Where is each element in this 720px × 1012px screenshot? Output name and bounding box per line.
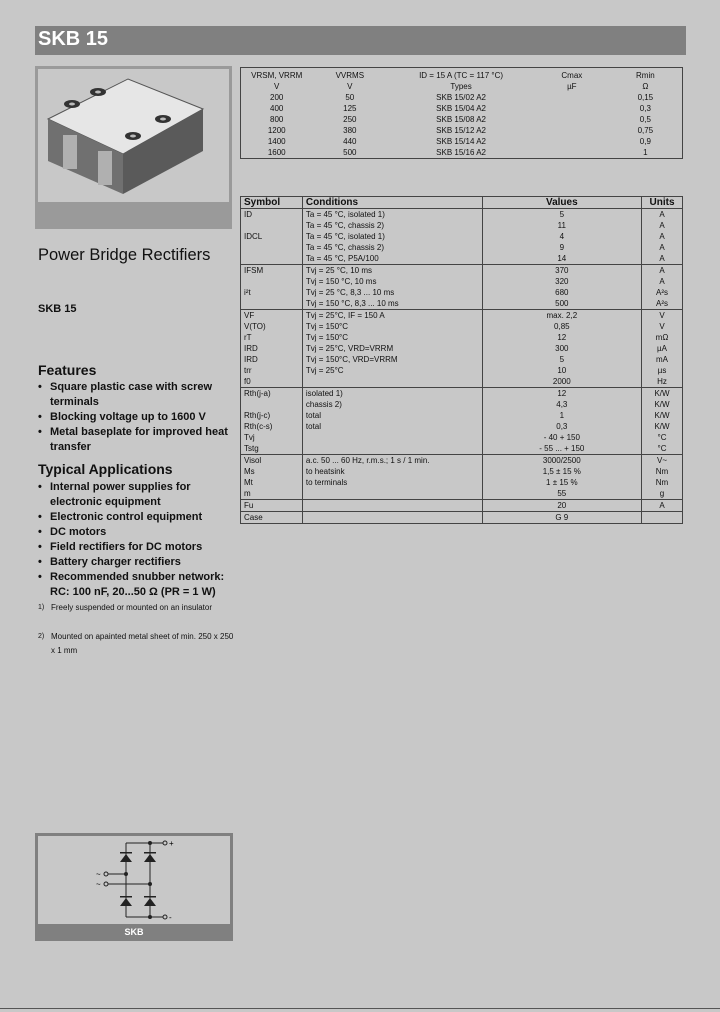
char-cell: trr bbox=[241, 365, 303, 376]
char-row bbox=[241, 432, 683, 443]
types-cell: 0,75 bbox=[637, 126, 654, 135]
char-cell: 9 bbox=[482, 242, 641, 253]
application-item: • Electronic control equipment bbox=[38, 510, 238, 525]
types-cell: 1600 bbox=[267, 148, 286, 157]
types-unit-cell: V bbox=[274, 82, 280, 91]
char-cell bbox=[302, 432, 482, 443]
char-cell: µs bbox=[642, 365, 683, 376]
char-cell: Ta = 45 °C, isolated 1) bbox=[302, 209, 482, 221]
char-cell: Tvj = 150 °C, 8,3 ... 10 ms bbox=[302, 298, 482, 310]
types-unit-cell: µF bbox=[567, 82, 577, 91]
types-cell bbox=[535, 147, 609, 159]
char-cell: Ta = 45 °C, P5A/100 bbox=[302, 253, 482, 265]
char-row bbox=[241, 443, 683, 455]
char-cell: Hz bbox=[642, 376, 683, 388]
types-header-cell: Rmin bbox=[636, 71, 655, 80]
char-cell: 5 bbox=[482, 354, 641, 365]
char-cell bbox=[241, 399, 303, 410]
char-cell bbox=[302, 500, 482, 512]
char-header-cell: Symbol bbox=[241, 197, 303, 209]
char-cell: °C bbox=[642, 443, 683, 455]
types-row bbox=[241, 114, 683, 125]
char-cell: A bbox=[642, 276, 683, 287]
types-cell: SKB 15/14 A2 bbox=[436, 137, 486, 146]
char-cell: 0,3 bbox=[482, 421, 641, 432]
char-cell: Tvj = 25°C bbox=[302, 365, 482, 376]
char-cell: - 40 + 150 bbox=[482, 432, 641, 443]
char-cell bbox=[241, 276, 303, 287]
types-cell bbox=[535, 136, 609, 147]
char-cell: chassis 2) bbox=[302, 399, 482, 410]
char-row bbox=[241, 455, 683, 467]
diagram-label: SKB bbox=[124, 927, 144, 937]
char-row bbox=[241, 343, 683, 354]
char-cell: 55 bbox=[482, 488, 641, 500]
footnote-2: 2) Mounted on apainted metal sheet of min. 250 x 250 x 1 mm bbox=[38, 632, 234, 655]
char-cell: K/W bbox=[642, 421, 683, 432]
char-cell: K/W bbox=[642, 399, 683, 410]
char-header-row bbox=[241, 197, 683, 209]
char-cell: 320 bbox=[482, 276, 641, 287]
feature-item: • Metal baseplate for improved heat transfer bbox=[38, 425, 238, 455]
char-cell: 12 bbox=[482, 388, 641, 400]
char-cell: max. 2,2 bbox=[482, 310, 641, 322]
char-row bbox=[241, 310, 683, 322]
char-cell: µA bbox=[642, 343, 683, 354]
char-cell: Tvj = 150°C, VRD=VRRM bbox=[302, 354, 482, 365]
terminal-label-ac1: ~ bbox=[96, 870, 101, 879]
types-cell: 0,5 bbox=[639, 115, 651, 124]
types-cell: 440 bbox=[343, 137, 357, 146]
char-cell: i²t bbox=[241, 287, 303, 298]
applications-list bbox=[38, 480, 238, 600]
char-cell bbox=[302, 443, 482, 455]
applications-heading: Typical Applications bbox=[38, 461, 173, 477]
char-cell: Ta = 45 °C, chassis 2) bbox=[302, 220, 482, 231]
char-cell: 12 bbox=[482, 332, 641, 343]
terminal-label-ac2: ~ bbox=[96, 880, 101, 889]
types-row bbox=[241, 92, 683, 103]
char-cell: A bbox=[642, 220, 683, 231]
char-cell: Rth(j-c) bbox=[241, 410, 303, 421]
char-cell: Visol bbox=[241, 455, 303, 467]
char-header-cell: Conditions bbox=[302, 197, 482, 209]
types-cell: 200 bbox=[270, 93, 284, 102]
char-row bbox=[241, 365, 683, 376]
char-cell: total bbox=[302, 410, 482, 421]
char-cell: A²s bbox=[642, 287, 683, 298]
char-cell: K/W bbox=[642, 388, 683, 400]
feature-item: • Blocking voltage up to 1600 V bbox=[38, 410, 238, 425]
char-cell: 370 bbox=[482, 265, 641, 277]
char-row bbox=[241, 242, 683, 253]
types-unit-cell: Types bbox=[450, 82, 472, 91]
char-row bbox=[241, 376, 683, 388]
types-row bbox=[241, 147, 683, 159]
types-table bbox=[240, 67, 683, 159]
char-cell: mA bbox=[642, 354, 683, 365]
types-cell: 0,9 bbox=[639, 137, 651, 146]
char-cell: Tvj = 150 °C, 10 ms bbox=[302, 276, 482, 287]
char-cell: Tvj = 25 °C, 8,3 ... 10 ms bbox=[302, 287, 482, 298]
types-cell bbox=[535, 114, 609, 125]
char-cell: 1 bbox=[482, 410, 641, 421]
char-row bbox=[241, 512, 683, 524]
char-cell: A bbox=[642, 209, 683, 221]
char-cell: 10 bbox=[482, 365, 641, 376]
char-cell: 3000/2500 bbox=[482, 455, 641, 467]
char-row bbox=[241, 287, 683, 298]
char-cell: Tvj = 150°C bbox=[302, 321, 482, 332]
features-list bbox=[38, 380, 238, 455]
char-cell: V bbox=[642, 310, 683, 322]
char-row bbox=[241, 321, 683, 332]
page-footer-rule bbox=[0, 1008, 720, 1009]
char-row bbox=[241, 332, 683, 343]
char-cell bbox=[241, 242, 303, 253]
char-cell: a.c. 50 ... 60 Hz, r.m.s.; 1 s / 1 min. bbox=[302, 455, 482, 467]
char-row bbox=[241, 500, 683, 512]
char-cell: Ta = 45 °C, chassis 2) bbox=[302, 242, 482, 253]
part-number: SKB 15 bbox=[38, 303, 77, 315]
char-cell: g bbox=[642, 488, 683, 500]
char-row bbox=[241, 231, 683, 242]
char-cell bbox=[302, 512, 482, 524]
char-cell: V~ bbox=[642, 455, 683, 467]
char-cell: 4,3 bbox=[482, 399, 641, 410]
char-cell: total bbox=[302, 421, 482, 432]
char-cell bbox=[241, 220, 303, 231]
char-cell: Tvj = 25°C, IF = 150 A bbox=[302, 310, 482, 322]
char-header-cell: Values bbox=[482, 197, 641, 209]
char-cell: A bbox=[642, 242, 683, 253]
char-cell: A bbox=[642, 253, 683, 265]
types-cell: 250 bbox=[343, 115, 357, 124]
char-cell bbox=[241, 253, 303, 265]
char-header-cell: Units bbox=[642, 197, 683, 209]
types-cell: 0,15 bbox=[637, 93, 654, 102]
char-cell: Tstg bbox=[241, 443, 303, 455]
char-cell: isolated 1) bbox=[302, 388, 482, 400]
char-row bbox=[241, 253, 683, 265]
types-cell: 500 bbox=[343, 148, 357, 157]
types-cell: 1400 bbox=[267, 137, 286, 146]
char-cell: 14 bbox=[482, 253, 641, 265]
application-item: • Battery charger rectifiers bbox=[38, 555, 238, 570]
product-heading: Power Bridge Rectifiers bbox=[38, 246, 211, 264]
char-cell: IRD bbox=[241, 343, 303, 354]
types-unit-cell: Ω bbox=[642, 82, 649, 91]
types-cell: 125 bbox=[343, 104, 357, 113]
char-cell: A bbox=[642, 500, 683, 512]
char-cell: 2000 bbox=[482, 376, 641, 388]
char-cell: IFSM bbox=[241, 265, 303, 277]
char-row bbox=[241, 265, 683, 277]
char-cell: VF bbox=[241, 310, 303, 322]
char-cell: IRD bbox=[241, 354, 303, 365]
char-cell: °C bbox=[642, 432, 683, 443]
char-cell bbox=[241, 298, 303, 310]
types-cell: 1200 bbox=[267, 126, 286, 135]
char-cell: ID bbox=[241, 209, 303, 221]
types-cell: SKB 15/04 A2 bbox=[436, 104, 486, 113]
char-cell: Nm bbox=[642, 466, 683, 477]
char-cell: K/W bbox=[642, 410, 683, 421]
types-cell: SKB 15/12 A2 bbox=[436, 126, 486, 135]
char-cell: 0,85 bbox=[482, 321, 641, 332]
title-bar bbox=[35, 26, 686, 55]
char-cell: 300 bbox=[482, 343, 641, 354]
application-item: • Internal power supplies for electronic equipment bbox=[38, 480, 238, 510]
types-cell: SKB 15/16 A2 bbox=[436, 148, 486, 157]
circuit-diagram bbox=[35, 833, 233, 941]
footnote-1: 1) Freely suspended or mounted on an insulator bbox=[38, 603, 212, 612]
char-cell: Ta = 45 °C, isolated 1) bbox=[302, 231, 482, 242]
char-cell: 1,5 ± 15 % bbox=[482, 466, 641, 477]
types-header-cell: Cmax bbox=[561, 71, 583, 80]
char-row bbox=[241, 466, 683, 477]
terminal-label-minus: - bbox=[169, 913, 172, 922]
product-photo bbox=[35, 66, 232, 229]
application-item: • DC motors bbox=[38, 525, 238, 540]
char-cell: - 55 ... + 150 bbox=[482, 443, 641, 455]
char-cell: Case bbox=[241, 512, 303, 524]
types-row bbox=[241, 125, 683, 136]
types-cell: 50 bbox=[345, 93, 355, 102]
char-cell: 11 bbox=[482, 220, 641, 231]
char-cell: 20 bbox=[482, 500, 641, 512]
types-header-cell: ID = 15 A (TC = 117 °C) bbox=[419, 71, 504, 80]
char-cell: 1 ± 15 % bbox=[482, 477, 641, 488]
char-row bbox=[241, 421, 683, 432]
features-heading: Features bbox=[38, 362, 97, 378]
char-cell: A bbox=[642, 231, 683, 242]
types-header-cell: VRSM, VRRM bbox=[251, 71, 303, 80]
module-image bbox=[38, 69, 229, 202]
char-cell: 500 bbox=[482, 298, 641, 310]
char-row bbox=[241, 209, 683, 221]
char-cell bbox=[302, 376, 482, 388]
types-units-row bbox=[241, 81, 683, 92]
char-row bbox=[241, 477, 683, 488]
char-cell: Nm bbox=[642, 477, 683, 488]
types-header-row bbox=[241, 68, 683, 82]
char-cell: rT bbox=[241, 332, 303, 343]
page-title: SKB 15 bbox=[38, 28, 109, 50]
types-cell: 380 bbox=[343, 126, 357, 135]
types-cell bbox=[535, 92, 609, 103]
char-row bbox=[241, 220, 683, 231]
char-cell: m bbox=[241, 488, 303, 500]
char-cell: f0 bbox=[241, 376, 303, 388]
char-cell: mΩ bbox=[642, 332, 683, 343]
types-cell bbox=[535, 125, 609, 136]
char-cell: Ms bbox=[241, 466, 303, 477]
application-item: • Recommended snubber network: RC: 100 nF, 20...50 Ω (PR = 1 W) bbox=[38, 570, 238, 600]
char-row bbox=[241, 298, 683, 310]
types-row bbox=[241, 136, 683, 147]
types-cell: 400 bbox=[270, 104, 284, 113]
char-cell: to terminals bbox=[302, 477, 482, 488]
char-row bbox=[241, 276, 683, 287]
types-cell: 0,3 bbox=[639, 104, 651, 113]
characteristics-table bbox=[240, 196, 683, 524]
types-header-cell: VVRMS bbox=[335, 71, 365, 80]
char-cell: 680 bbox=[482, 287, 641, 298]
char-cell: 4 bbox=[482, 231, 641, 242]
char-cell: 5 bbox=[482, 209, 641, 221]
char-row bbox=[241, 354, 683, 365]
types-cell bbox=[535, 103, 609, 114]
char-row bbox=[241, 488, 683, 500]
terminal-label-plus: + bbox=[169, 839, 174, 848]
char-cell bbox=[642, 512, 683, 524]
char-cell: IDCL bbox=[241, 231, 303, 242]
types-unit-cell: V bbox=[347, 82, 353, 91]
char-cell: A bbox=[642, 265, 683, 277]
char-cell: G 9 bbox=[482, 512, 641, 524]
char-row bbox=[241, 410, 683, 421]
types-cell: 1 bbox=[643, 148, 648, 157]
char-cell: Tvj bbox=[241, 432, 303, 443]
char-cell: Tvj = 150°C bbox=[302, 332, 482, 343]
char-cell: Tvj = 25°C, VRD=VRRM bbox=[302, 343, 482, 354]
types-cell: 800 bbox=[270, 115, 284, 124]
char-cell: to heatsink bbox=[302, 466, 482, 477]
char-cell: Mt bbox=[241, 477, 303, 488]
char-cell: A²s bbox=[642, 298, 683, 310]
char-cell: Tvj = 25 °C, 10 ms bbox=[302, 265, 482, 277]
types-cell: SKB 15/08 A2 bbox=[436, 115, 486, 124]
char-cell: V bbox=[642, 321, 683, 332]
feature-item: • Square plastic case with screw terminals bbox=[38, 380, 238, 410]
char-cell: Rth(j-a) bbox=[241, 388, 303, 400]
char-cell bbox=[302, 488, 482, 500]
types-row bbox=[241, 103, 683, 114]
char-row bbox=[241, 399, 683, 410]
bridge-schematic bbox=[38, 836, 230, 924]
types-cell: SKB 15/02 A2 bbox=[436, 93, 486, 102]
char-cell: V(TO) bbox=[241, 321, 303, 332]
char-row bbox=[241, 388, 683, 400]
char-cell: Rth(c-s) bbox=[241, 421, 303, 432]
application-item: • Field rectifiers for DC motors bbox=[38, 540, 238, 555]
char-cell: Fu bbox=[241, 500, 303, 512]
